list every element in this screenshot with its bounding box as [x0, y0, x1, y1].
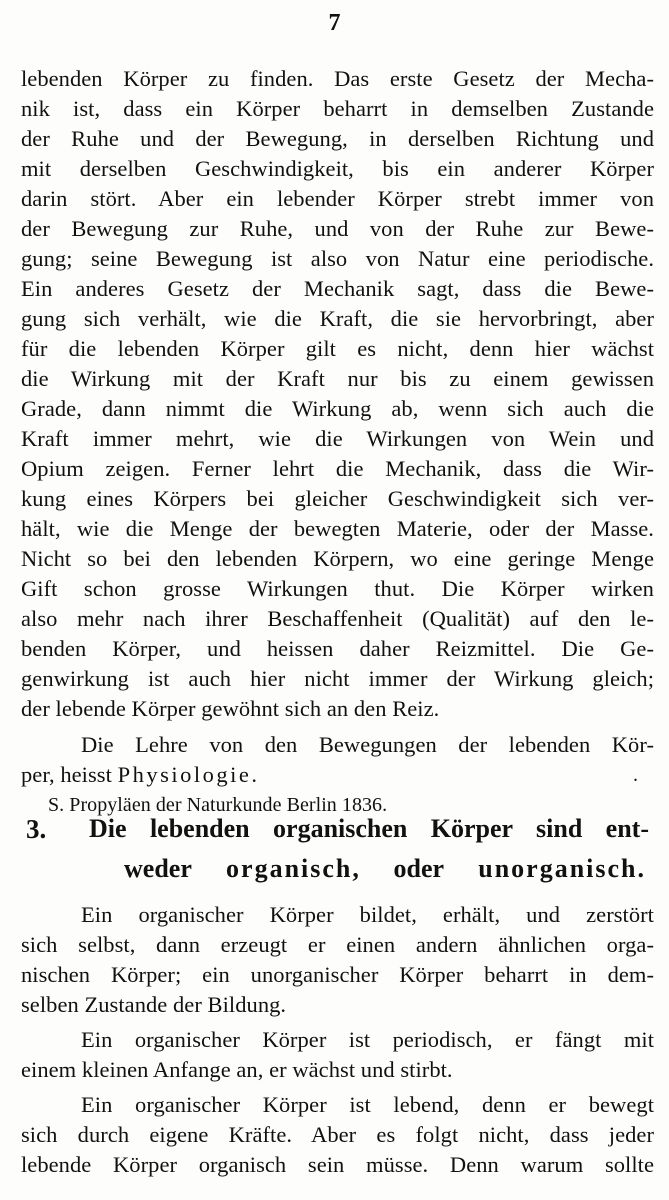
text-line: selben Zustande der Bildung.: [21, 992, 287, 1017]
page-number: 7: [328, 10, 341, 36]
text-line: lebenden Körper zu finden. Das erste Gesetz der Mecha-: [21, 66, 654, 91]
text-run: .: [251, 762, 258, 787]
text-line: gung; seine Bewegung ist also von Natur eine periodische.: [21, 246, 654, 271]
reference-line: S. Propyläen der Naturkunde Berlin 1836.: [48, 794, 388, 816]
section-heading-continued: [124, 852, 644, 886]
section-heading: Die lebenden organischen Körper sind ent-: [89, 814, 649, 843]
text-run: weder: [124, 854, 227, 883]
text-line: mit derselben Geschwindigkeit, bis ein anderer Körper: [21, 156, 654, 181]
text-line: hält, wie die Menge der bewegten Materie, oder der Masse.: [21, 516, 654, 541]
text-line: Kraft immer mehrt, wie die Wirkungen von Wein und: [21, 426, 654, 451]
text-line: Grade, dann nimmt die Wirkung ab, wenn sich auch die: [21, 396, 654, 421]
text-line: sich durch eigene Kräfte. Aber es folgt nicht, dass jeder: [21, 1122, 654, 1147]
text-line: die Wirkung mit der Kraft nur bis zu einem gewissen: [21, 366, 654, 391]
term-unorganisch: unorganisch: [478, 854, 638, 883]
stray-mark: .: [633, 764, 638, 786]
text-line: Ein organischer Körper ist lebend, denn er bewegt: [81, 1092, 654, 1117]
text-line: für die lebenden Körper gilt es nicht, denn hier wächst: [21, 336, 654, 361]
text-line: Gift schon grosse Wirkungen thut. Die Körper wirken: [21, 576, 654, 601]
text-line: einem kleinen Anfange an, er wächst und stirbt.: [21, 1057, 453, 1082]
text-run: per, heisst: [21, 762, 118, 787]
text-line: Ein organischer Körper ist periodisch, er fängt mit: [81, 1027, 654, 1052]
text-line: lebende Körper organisch sein müsse. Denn warum sollte: [21, 1152, 654, 1177]
text-line: [21, 760, 654, 790]
text-line: nischen Körper; ein unorganischer Körper beharrt in dem-: [21, 962, 654, 987]
text-line: Nicht so bei den lebenden Körpern, wo eine geringe Menge: [21, 546, 654, 571]
text-run: , oder: [352, 854, 479, 883]
text-line: darin stört. Aber ein lebender Körper strebt immer von: [21, 186, 654, 211]
text-line: der lebende Körper gewöhnt sich an den Reiz.: [21, 696, 440, 721]
text-line: benden Körper, und heissen daher Reizmittel. Die Ge-: [21, 636, 654, 661]
text-line: genwirkung ist auch hier nicht immer der Wirkung gleich;: [21, 666, 654, 691]
text-line: der Ruhe und der Bewegung, in derselben Richtung und: [21, 126, 654, 151]
term-physiologie: Physiologie: [117, 762, 252, 787]
text-line: Opium zeigen. Ferner lehrt die Mechanik, dass die Wir-: [21, 456, 654, 481]
text-line: sich selbst, dann erzeugt er einen andern ähnlichen orga-: [21, 932, 654, 957]
text-line: nik ist, dass ein Körper beharrt in demselben Zustande: [21, 96, 654, 121]
text-line: Ein anderes Gesetz der Mechanik sagt, dass die Bewe-: [21, 276, 654, 301]
text-line: kung eines Körpers bei gleicher Geschwindigkeit sich ver-: [21, 486, 654, 511]
text-line: der Bewegung zur Ruhe, und von der Ruhe zur Bewe-: [21, 216, 654, 241]
text-run: .: [637, 854, 644, 883]
section-number: 3.: [26, 814, 47, 844]
text-line: Ein organischer Körper bildet, erhält, und zerstört: [81, 902, 654, 927]
text-line: also mehr nach ihrer Beschaffenheit (Qualität) auf den le-: [21, 606, 654, 631]
text-line: Die Lehre von den Bewegungen der lebenden Kör-: [81, 732, 654, 757]
term-organisch: organisch: [226, 854, 353, 883]
text-line: gung sich verhält, wie die Kraft, die sie hervorbringt, aber: [21, 306, 654, 331]
